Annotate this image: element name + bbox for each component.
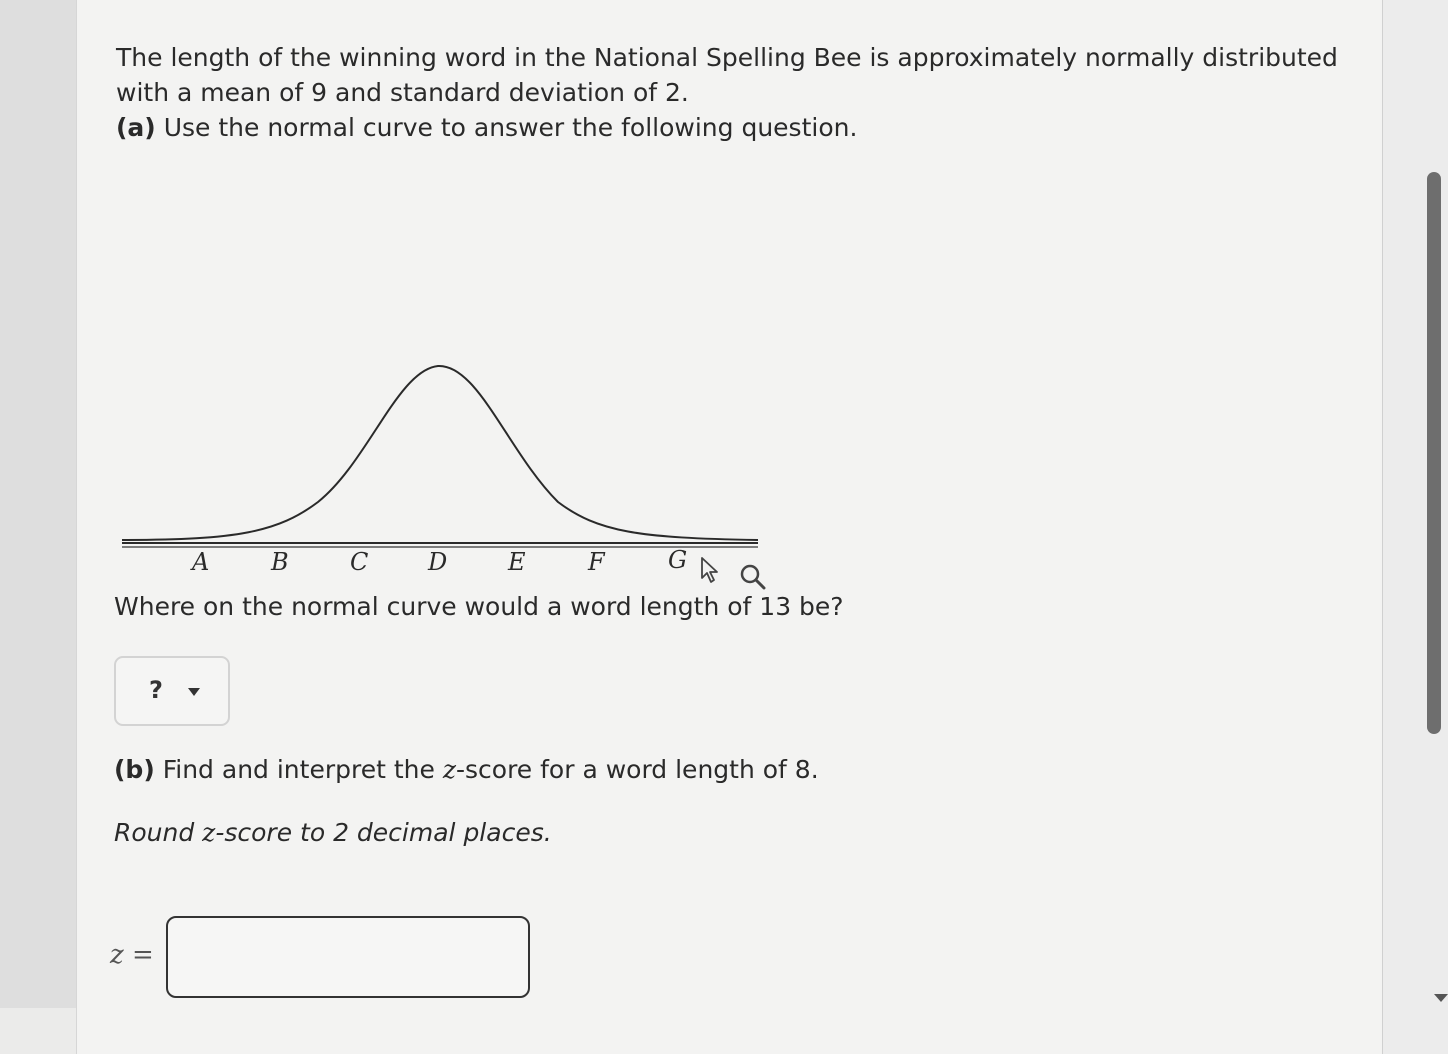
part-b-text-before: Find and interpret the [162,755,443,784]
normal-curve-figure [118,352,768,592]
dropdown-selected-value: ? [149,676,163,704]
magnifier-icon[interactable] [738,562,768,592]
instruction-before: Round [114,818,203,847]
curve-label-a: A [192,548,210,576]
part-b-z-variable: z [442,755,456,784]
part-a-text: Use the normal curve to answer the following question. [163,113,858,142]
part-a-line [116,110,1336,145]
scrollbar-thumb[interactable] [1427,172,1441,734]
scroll-down-arrow-icon[interactable] [1434,994,1448,1002]
part-a-prompt: Where on the normal curve would a word length of 13 be? [114,592,844,621]
curve-label-b: B [271,548,289,576]
left-margin [0,0,76,1008]
part-b-text-after: -score for a word length of 8. [455,755,819,784]
rounding-instruction [114,818,552,847]
part-a-label: (a) [116,113,156,142]
instruction-after: -score to 2 decimal places. [215,818,552,847]
part-b-label: (b) [114,755,155,784]
instruction-z-variable: z [202,818,216,847]
z-answer-label: z = [110,940,154,970]
question-statement [116,40,1336,145]
curve-label-d: D [428,548,448,576]
chevron-down-icon [188,688,200,696]
curve-label-f: F [588,548,605,576]
curve-label-g: G [668,546,688,574]
part-b-question [114,755,819,784]
question-line-2: with a mean of 9 and standard deviation of 2. [116,78,689,107]
curve-position-dropdown[interactable] [114,656,230,726]
mouse-pointer-icon [700,556,724,586]
z-score-input[interactable] [166,916,530,998]
curve-label-e: E [508,548,526,576]
normal-curve-line [122,366,758,540]
question-line-1: The length of the winning word in the National Spelling Bee is approximately normally distributed [116,43,1338,72]
curve-label-c: C [350,548,369,576]
